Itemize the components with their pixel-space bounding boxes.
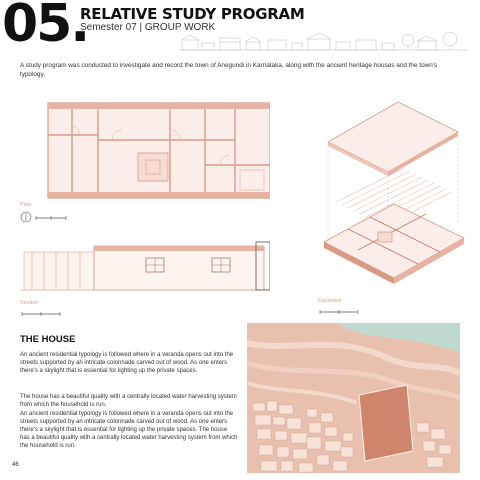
streetscape-sketch (178, 30, 468, 52)
page-title: RELATIVE STUDY PROGRAM (80, 5, 305, 23)
plan-label: Plan (20, 202, 32, 208)
section-label: Section (20, 300, 39, 306)
page-subtitle: Semester 07 | GROUP WORK (80, 22, 216, 33)
site-map (247, 323, 460, 473)
house-paragraph-3: An ancient residential typology is followed where in a veranda opens out into the streets supported by an intricate colonnade carved out of wood. As one enters there's a skylight that is essential for lighting up the private spaces. The house has a beautiful quality with a centrally located water harvesting system from which the household is run. (20, 411, 238, 449)
floor-plan-drawing (20, 95, 270, 200)
intro-text: A study program was conducted to investigate and record the town of Anegundi in Karnataka, along with the ancient heritage houses and the town's typology. (20, 62, 438, 78)
house-paragraph-2: The house has a beautiful quality with a centrally located water harvesting system from which the household is run. (20, 394, 237, 408)
exploded-scale-bar (318, 306, 378, 316)
section-scale-bar (20, 308, 80, 318)
section-number: 05. (2, 0, 89, 54)
house-paragraph-1: An ancient residential typology is followed where in a veranda opens out into the streets supported by an intricate colonnade carved out of wood. As one enters there's a skylight that is essential for lighting up the private spaces. (20, 352, 234, 374)
north-arrow-and-scale (20, 210, 80, 224)
page-number: 46 (12, 462, 19, 468)
exploded-label: Exploded (318, 298, 341, 304)
exploded-axonometric-drawing (318, 92, 468, 292)
section-drawing (20, 238, 270, 296)
house-heading: THE HOUSE (20, 334, 76, 345)
